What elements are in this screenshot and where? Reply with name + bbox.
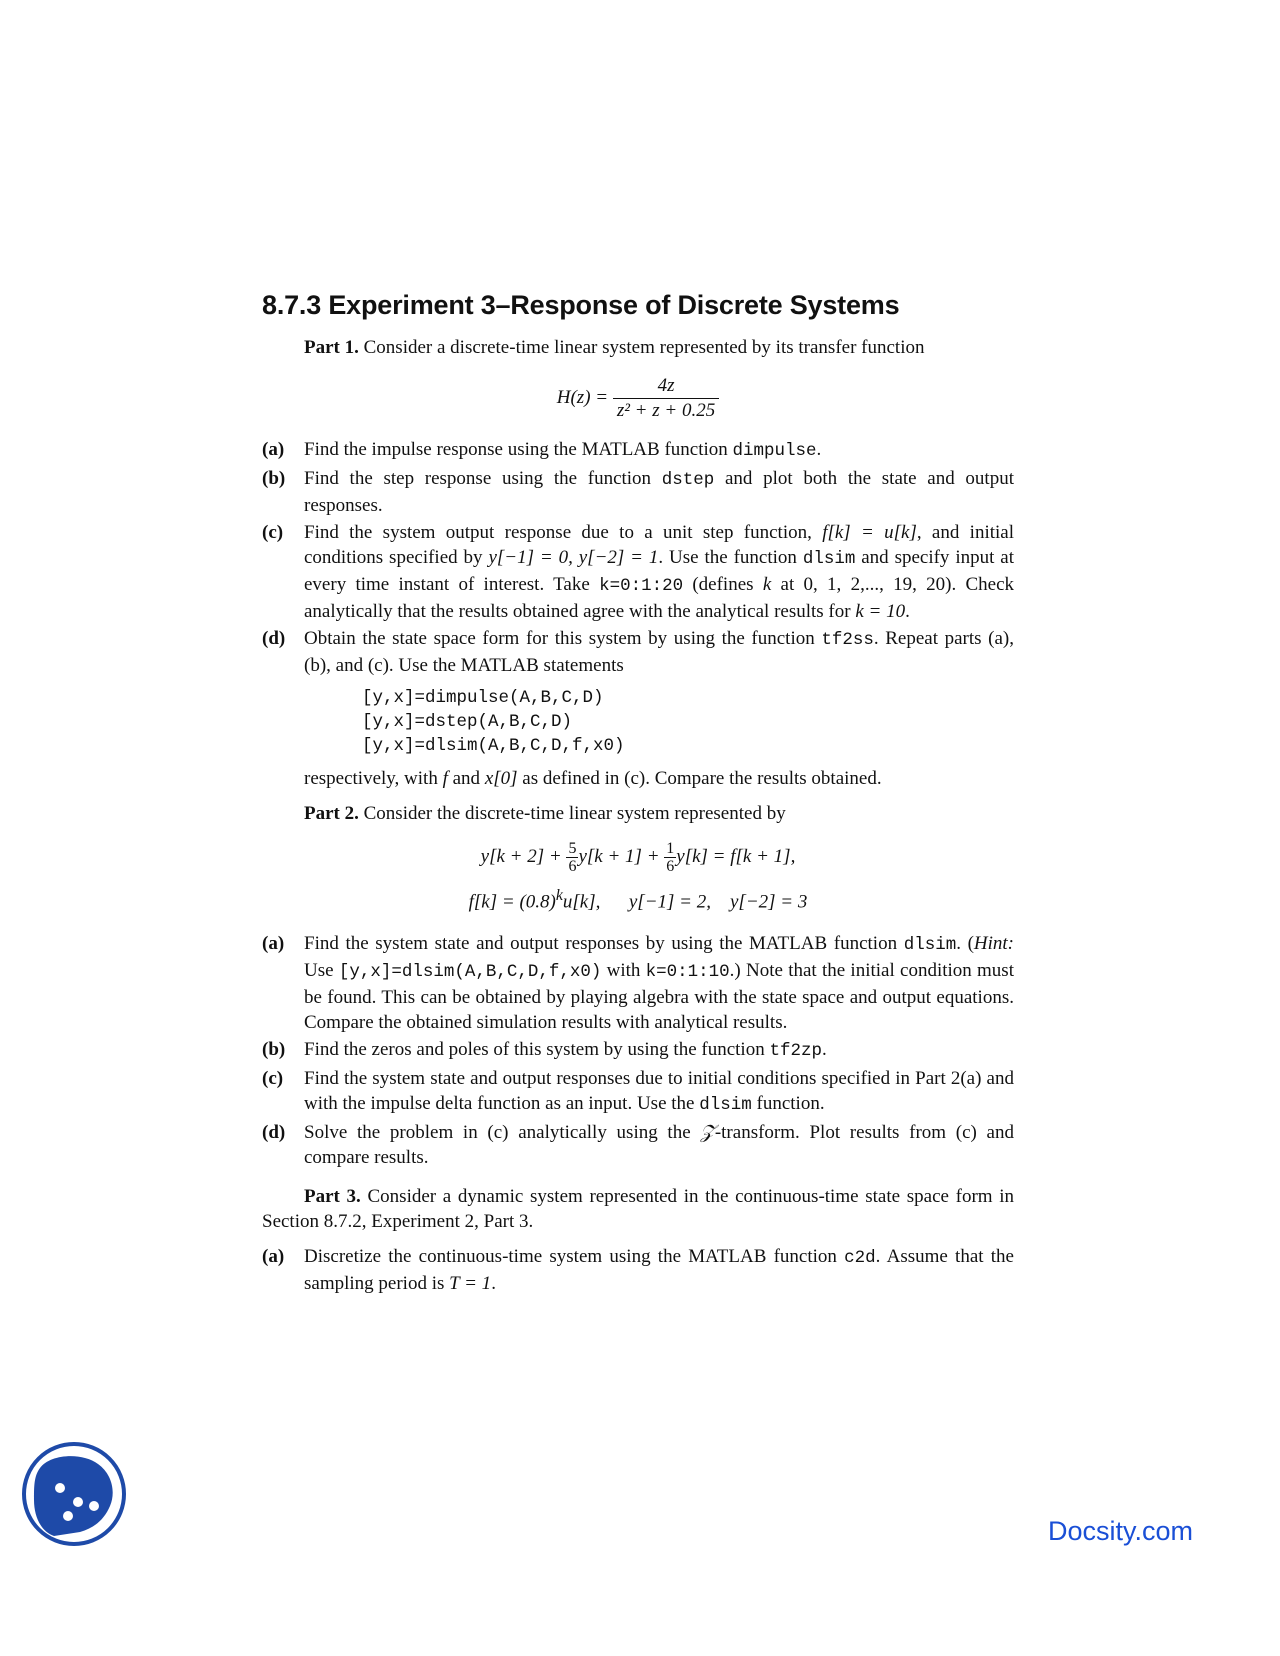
part1-label: Part 1. — [304, 337, 359, 358]
list-item: (c) Find the system output response due to a unit step function, f[k] = u[k], and initial conditions specified by y[−1] = 0, y[−2] = 1. Use the function dlsim and specify input at every time instant of interest. Take k=0:1:20 (defines k at 0, 1, 2,..., 19, 20). Check analytically that the results obtained agree with the analytical results for k = 10. — [262, 522, 1015, 622]
transfer-function-equation: H(z) = $\frac{4z}{\text{z² + z + 0.25}}$ — [262, 374, 1014, 423]
list-item: (a) Find the system state and output responses by using the MATLAB function dlsim. (Hint: Use [y,x]=dlsim(A,B,C,D,f,x0) with k=0:1:10.) Note that the initial condition must be found. This can be obtained by playing algebra with the state space and output equations. Compare the obtained simulation results with analytical results. — [262, 933, 1015, 1034]
list-item: (a) Discretize the continuous-time system using the MATLAB function c2d. Assume that the sampling period is T = 1. — [262, 1246, 1014, 1295]
section-title: 8.7.3 Experiment 3–Response of Discrete Systems — [262, 290, 900, 320]
matlab-code-block — [362, 686, 1014, 758]
list-item: (d) Solve the problem in (c) analytically using the 𝒵-transform. Plot results from (c) and compare results. — [262, 1122, 1014, 1169]
document-page — [262, 290, 1014, 1302]
list-item: (c) Find the system state and output responses due to initial conditions specified in Part 2(a) and with the impulse delta function as an input. Use the dlsim function. — [262, 1068, 1014, 1116]
list-item: (d) Obtain the state space form for this system by using the function tf2ss. Repeat parts (a), (b), and (c). Use the MATLAB statements — [262, 628, 1014, 676]
list-item: (a) Find the impulse response using the MATLAB function dimpulse. — [262, 439, 822, 461]
part1-intro: Part 1. Consider a discrete-time linear system represented by its transfer function — [304, 337, 925, 358]
list-item: (b) Find the zeros and poles of this system by using the function tf2zp. — [262, 1039, 827, 1062]
part3-label: Part 3. — [304, 1186, 361, 1208]
part3-intro: Part 3. Consider a dynamic system represented in the continuous-time state space form in Section 8.7.2, Experiment 2, Part 3. — [262, 1186, 1015, 1233]
part1-items — [262, 437, 1014, 678]
code-line: [y,x]=dstep(A,B,C,D) — [362, 712, 573, 732]
part3-items — [262, 1244, 1014, 1296]
code-line: [y,x]=dimpulse(A,B,C,D) — [362, 688, 604, 708]
list-item: (b) Find the step response using the function dstep and plot both the state and output responses. — [262, 468, 1014, 516]
difference-equation: y[k + 2] + $\frac{5}{6}$ y[k + 1] + $\frac{1}{6}$ y[k] = f[k + 1], $f[k] = (0.8)^ku[k]$, y[−1] = 2, y[−2] = 3 — [468, 840, 808, 913]
part2-intro: Part 2. Consider the discrete-time linear system represented by — [304, 803, 786, 824]
part1-after-code: respectively, with f and x[0] as defined in (c). Compare the results obtained. — [304, 768, 882, 789]
docsity-brand-link[interactable]: Docsity.com — [1048, 1516, 1194, 1546]
code-line: [y,x]=dlsim(A,B,C,D,f,x0) — [362, 736, 625, 756]
part2-label: Part 2. — [304, 803, 359, 824]
part2-items — [262, 931, 1014, 1170]
docsity-logo-icon[interactable] — [20, 1440, 128, 1548]
